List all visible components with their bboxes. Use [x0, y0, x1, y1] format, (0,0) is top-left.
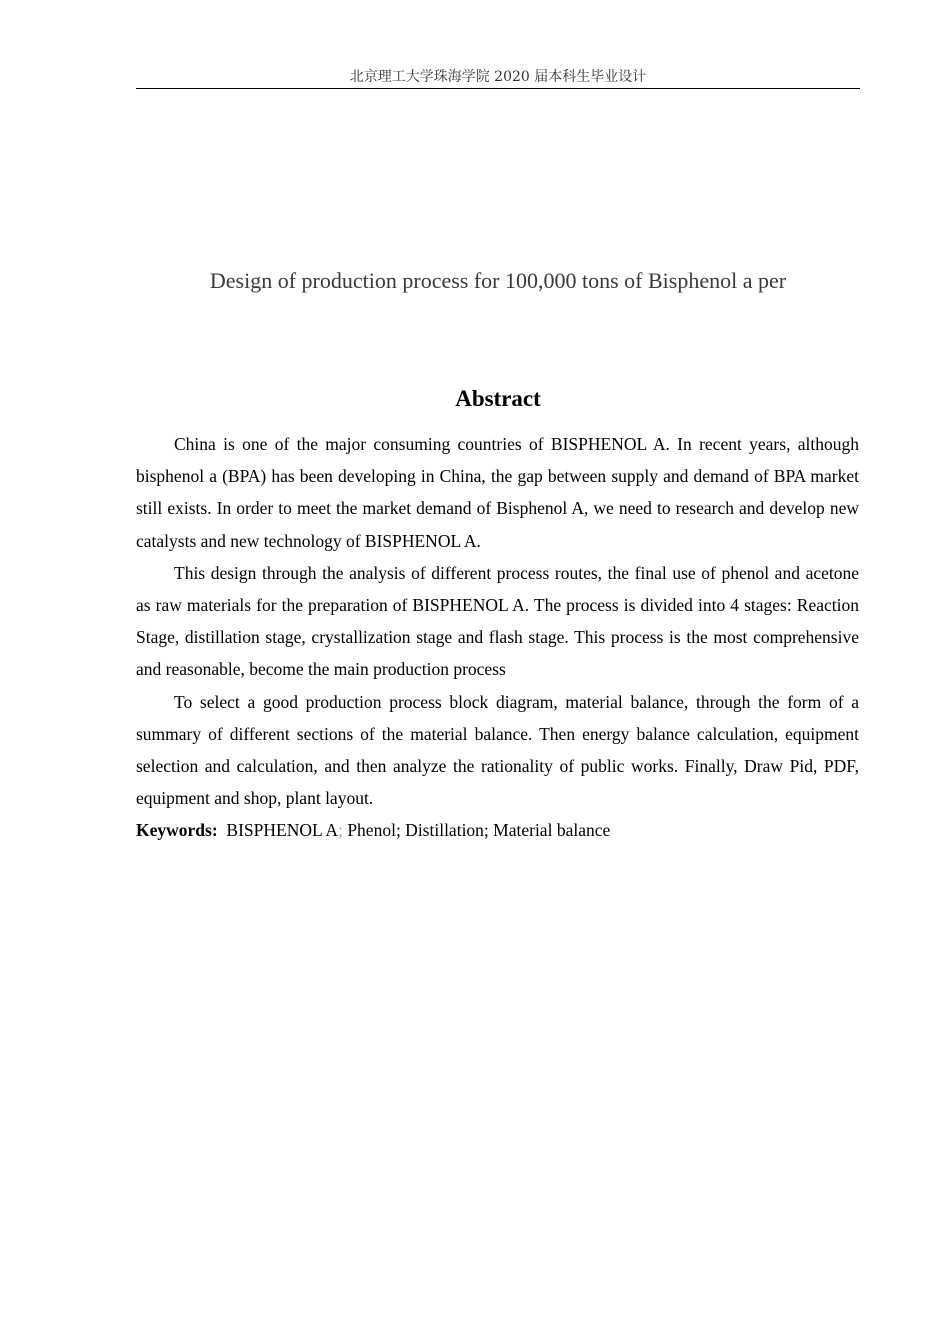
- keywords-line: [136, 814, 859, 846]
- keywords-rest: Phenol; Distillation; Material balance: [342, 820, 611, 841]
- keyword-separator: ;: [338, 820, 343, 841]
- thesis-title: Design of production process for 100,000 tons of Bisphenol a per: [209, 268, 787, 293]
- abstract-paragraph-3: To select a good production process block diagram, material balance, through the form of a summary of different sections of the material balance. Then energy balance calculation, equipment selection and calculation, and then analyze the rationality of public works. Finally, Draw Pid, PDF, equipment and shop, plant layout.: [136, 691, 859, 809]
- keywords-label: Keywords:: [136, 820, 218, 841]
- keyword-bisphenol-a: BISPHENOL A: [226, 820, 339, 841]
- abstract-paragraph-2: This design through the analysis of different process routes, the final use of phenol and acetone as raw materials for the preparation of BISPHENOL A. The process is divided into 4 stages: Reaction Stage, distillation stage, crystallization stage and flash stage. This process is the most comprehensive and reasonable, become the main production process: [136, 562, 859, 680]
- abstract-paragraph-1: China is one of the major consuming countries of BISPHENOL A. In recent years, although bisphenol a (BPA) has been developing in China, the gap between supply and demand of BPA market still exists. In order to meet the market demand of Bisphenol A, we need to research and develop new catalysts and new technology of BISPHENOL A.: [136, 434, 859, 551]
- running-header: 北京理工大学珠海学院 2020 届本科生毕业设计: [136, 66, 860, 89]
- abstract-body: [136, 428, 859, 847]
- abstract-heading: Abstract: [455, 386, 541, 411]
